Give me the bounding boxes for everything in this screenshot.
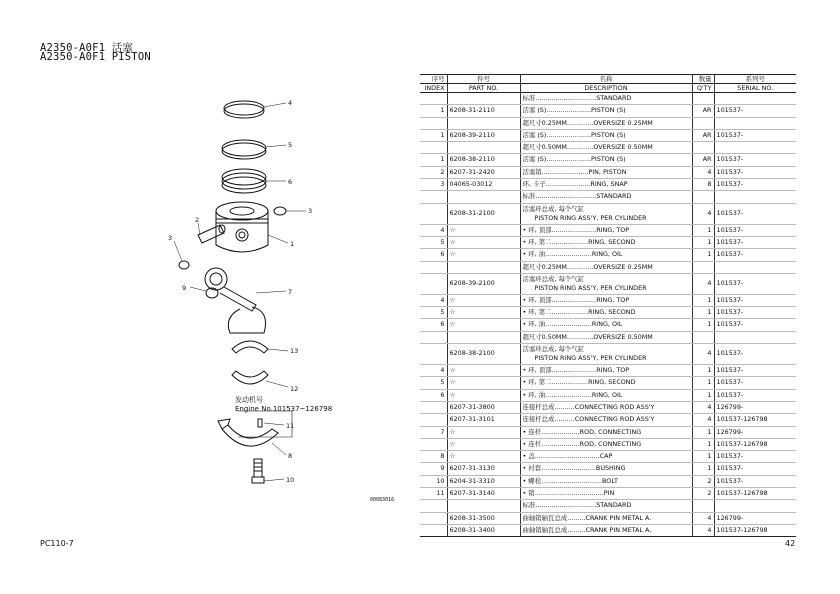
row-part-no: ☆	[447, 389, 520, 401]
table-row	[420, 500, 796, 512]
callout-13: 13	[290, 347, 299, 355]
table-row	[420, 249, 796, 261]
row-description	[520, 154, 692, 166]
row-index: 8	[420, 451, 447, 463]
table-row	[420, 426, 796, 438]
row-description-text: • 连杆...................ROD, CONNECTING	[522, 427, 642, 436]
row-description	[520, 93, 692, 105]
row-index	[420, 438, 447, 450]
row-description	[520, 105, 692, 117]
table-row	[420, 307, 796, 319]
row-index	[420, 142, 447, 154]
page-title-en: A2350-A0F1 PISTON	[40, 51, 151, 63]
row-index	[420, 93, 447, 105]
table-row	[420, 261, 796, 273]
row-serial: 126799-	[714, 401, 796, 413]
row-serial: 101537-	[714, 365, 796, 377]
row-description	[520, 512, 692, 524]
row-description	[520, 451, 692, 463]
row-description	[520, 117, 692, 129]
table-row	[420, 166, 796, 178]
table-row	[420, 451, 796, 463]
row-serial: 101537-	[714, 294, 796, 306]
table-row	[420, 191, 796, 203]
row-serial: 101537-	[714, 451, 796, 463]
callout-4: 4	[288, 99, 293, 107]
row-serial: 101537-	[714, 236, 796, 248]
callout-5: 5	[288, 141, 293, 149]
table-row	[420, 294, 796, 306]
row-description-text: 活塞环总成, 每个气缸	[522, 204, 585, 213]
table-row	[420, 365, 796, 377]
page-number: 42	[785, 539, 796, 548]
row-serial: 101537-	[714, 154, 796, 166]
table-row	[420, 389, 796, 401]
row-part-no: ☆	[447, 426, 520, 438]
row-index	[420, 203, 447, 224]
row-qty: 1	[692, 249, 714, 261]
row-description	[520, 319, 692, 331]
row-qty: 1	[692, 426, 714, 438]
row-description	[520, 294, 692, 306]
table-header-en	[420, 84, 796, 93]
row-qty: 1	[692, 463, 714, 475]
col-serial-en: SERIAL NO.	[714, 84, 796, 93]
engine-number-note	[235, 396, 332, 414]
table-row	[420, 203, 796, 224]
row-qty	[692, 331, 714, 343]
row-part-no: 6208-31-3500	[447, 512, 520, 524]
row-serial	[714, 142, 796, 154]
table-row	[420, 105, 796, 117]
row-description-text: 曲轴销轴瓦总成.........CRANK PIN METAL A.	[522, 525, 652, 534]
row-qty	[692, 191, 714, 203]
row-part-no	[447, 500, 520, 512]
row-description-text: 活塞销.......................PIN, PISTON	[522, 167, 627, 176]
row-serial: 101537-	[714, 273, 796, 294]
table-row	[420, 512, 796, 524]
row-index: 1	[420, 129, 447, 141]
table-header-cn	[420, 75, 796, 84]
row-description	[520, 179, 692, 191]
row-qty: 1	[692, 236, 714, 248]
row-description-text: • 环, 第二..................RING, SECOND	[522, 378, 636, 387]
row-serial: 101537-	[714, 344, 796, 365]
row-description-text: 连接杆总成..........CONNECTING ROD ASS'Y	[522, 402, 655, 411]
row-qty: AR	[692, 105, 714, 117]
row-part-no	[447, 93, 520, 105]
row-qty: 1	[692, 377, 714, 389]
row-description	[520, 414, 692, 426]
row-index	[420, 344, 447, 365]
row-index: 10	[420, 475, 447, 487]
cap-drawing	[218, 419, 278, 446]
ring-second-drawing	[222, 140, 266, 159]
row-qty: 1	[692, 365, 714, 377]
row-index: 6	[420, 249, 447, 261]
row-serial: 101537-	[714, 463, 796, 475]
table-row	[420, 377, 796, 389]
row-serial: 101537-126798	[714, 414, 796, 426]
row-description-text-en: PISTON RING ASS'Y, PER CYLINDER	[534, 213, 647, 222]
row-serial	[714, 93, 796, 105]
row-description-text: 活塞 (S)......................PISTON (S)	[522, 106, 626, 115]
row-description-text: 活塞 (S)......................PISTON (S)	[522, 155, 626, 164]
engine-label-cn: 发动机号	[235, 396, 263, 404]
row-description	[520, 273, 692, 294]
col-desc-en: DESCRIPTION	[520, 84, 692, 93]
row-part-no	[447, 191, 520, 203]
row-serial: 101537-	[714, 249, 796, 261]
row-part-no: 6207-31-3800	[447, 401, 520, 413]
row-description-text: • 环, 顶部......................RING, TOP	[522, 295, 630, 304]
row-description	[520, 203, 692, 224]
row-qty: 4	[692, 273, 714, 294]
row-part-no: 6207-31-2420	[447, 166, 520, 178]
row-serial: 101537-	[714, 224, 796, 236]
row-qty: 1	[692, 319, 714, 331]
row-part-no: 6204-31-3310	[447, 475, 520, 487]
row-index: 5	[420, 377, 447, 389]
row-qty: 2	[692, 488, 714, 500]
row-qty: 4	[692, 401, 714, 413]
table-row	[420, 273, 796, 294]
row-part-no	[447, 331, 520, 343]
row-description	[520, 129, 692, 141]
row-index: 1	[420, 105, 447, 117]
table-row	[420, 236, 796, 248]
model-label: PC110-7	[40, 539, 74, 548]
piston-drawing	[216, 202, 268, 252]
table-row	[420, 524, 796, 536]
row-serial	[714, 261, 796, 273]
table-row	[420, 401, 796, 413]
row-description-text: 标准..............................STANDARD	[522, 94, 632, 102]
row-index: 6	[420, 389, 447, 401]
row-qty: 4	[692, 524, 714, 536]
table-row	[420, 93, 796, 105]
row-serial	[714, 331, 796, 343]
row-description	[520, 261, 692, 273]
row-part-no: ☆	[447, 365, 520, 377]
row-description	[520, 377, 692, 389]
row-index: 5	[420, 307, 447, 319]
row-description-text: • 连杆...................ROD, CONNECTING	[522, 439, 642, 448]
row-index	[420, 191, 447, 203]
table-row	[420, 344, 796, 365]
row-serial: 101537-	[714, 203, 796, 224]
row-part-no: ☆	[447, 307, 520, 319]
callout-7: 7	[288, 288, 293, 296]
callout-8: 8	[288, 452, 293, 460]
ring-oil-drawing	[222, 169, 266, 193]
row-qty: AR	[692, 129, 714, 141]
row-serial	[714, 191, 796, 203]
row-serial	[714, 117, 796, 129]
row-qty	[692, 117, 714, 129]
row-serial: 101537-126798	[714, 524, 796, 536]
row-serial: 101537-	[714, 389, 796, 401]
row-index: 4	[420, 294, 447, 306]
row-description	[520, 401, 692, 413]
row-description-text: 标准..............................STANDARD	[522, 501, 632, 510]
table-row	[420, 331, 796, 343]
row-description-text: • 环, 顶部......................RING, TOP	[522, 366, 630, 375]
figure-number: 00083016	[370, 497, 395, 503]
row-qty	[692, 500, 714, 512]
row-index: 7	[420, 426, 447, 438]
bolt-drawing	[252, 459, 264, 483]
row-serial: 101537-	[714, 475, 796, 487]
row-index	[420, 512, 447, 524]
callout-3-left: 3	[168, 234, 173, 242]
row-description	[520, 224, 692, 236]
row-description-text: 超尺寸0.25MM.............OVERSIZE 0.25MM	[522, 262, 653, 271]
row-description-text: • 环, 油.......................RING, OIL	[522, 390, 623, 399]
row-description	[520, 331, 692, 343]
engine-label-en: Engine No.101537~126798	[235, 405, 333, 413]
piston-pin-drawing	[198, 225, 225, 243]
row-part-no: 04065-03012	[447, 179, 520, 191]
row-index: 4	[420, 224, 447, 236]
callout-3-right: 3	[308, 207, 313, 215]
col-desc-cn: 名称	[520, 75, 692, 84]
row-qty	[692, 142, 714, 154]
table-row	[420, 475, 796, 487]
row-index	[420, 331, 447, 343]
row-description	[520, 524, 692, 536]
row-qty	[692, 93, 714, 105]
row-qty: 4	[692, 414, 714, 426]
row-description-text: • 环, 油.......................RING, OIL	[522, 320, 623, 329]
parts-table	[420, 74, 796, 537]
table-row	[420, 154, 796, 166]
row-description	[520, 236, 692, 248]
row-description	[520, 166, 692, 178]
table-row	[420, 463, 796, 475]
row-description	[520, 438, 692, 450]
row-description	[520, 475, 692, 487]
callout-2: 2	[195, 216, 200, 224]
connecting-rod-drawing	[205, 268, 266, 333]
row-description-text: 超尺寸0.25MM.............OVERSIZE 0.25MM	[522, 118, 653, 127]
row-part-no: ☆	[447, 451, 520, 463]
row-part-no: 6207-31-3101	[447, 414, 520, 426]
row-part-no: 6208-38-2110	[447, 154, 520, 166]
row-index	[420, 500, 447, 512]
row-serial: 126799-	[714, 512, 796, 524]
row-part-no: ☆	[447, 294, 520, 306]
row-part-no: 6208-31-3400	[447, 524, 520, 536]
row-index: 9	[420, 463, 447, 475]
row-part-no: 6208-38-2100	[447, 344, 520, 365]
row-description	[520, 389, 692, 401]
row-description	[520, 463, 692, 475]
row-index: 3	[420, 179, 447, 191]
row-qty: 2	[692, 475, 714, 487]
row-part-no: ☆	[447, 224, 520, 236]
row-part-no: 6207-31-3130	[447, 463, 520, 475]
row-index	[420, 401, 447, 413]
row-serial: 101537-	[714, 179, 796, 191]
row-serial	[714, 500, 796, 512]
row-part-no	[447, 261, 520, 273]
row-part-no: ☆	[447, 319, 520, 331]
table-row	[420, 129, 796, 141]
row-index: 11	[420, 488, 447, 500]
row-description-text: 活塞环总成, 每个气缸	[522, 274, 585, 283]
row-index	[420, 414, 447, 426]
row-index	[420, 117, 447, 129]
table-row	[420, 319, 796, 331]
row-index: 6	[420, 319, 447, 331]
row-qty: 1	[692, 307, 714, 319]
row-description-text: 活塞 (S)......................PISTON (S)	[522, 130, 626, 139]
col-index-cn: 序号	[420, 75, 447, 84]
row-description-text: • 衬套...........................BUSHING	[522, 464, 626, 473]
row-description-text: • 盖................................CAP	[522, 452, 613, 461]
col-qty-cn: 数量	[692, 75, 714, 84]
row-qty: AR	[692, 154, 714, 166]
callout-9: 9	[182, 284, 187, 292]
row-description-text: 连接杆总成..........CONNECTING ROD ASS'Y	[522, 415, 655, 424]
ring-top-drawing	[224, 101, 264, 118]
row-description-text: • 环, 第二..................RING, SECOND	[522, 308, 636, 317]
table-row	[420, 142, 796, 154]
row-description-text: 超尺寸0.50MM.............OVERSIZE 0.50MM	[522, 143, 653, 152]
row-qty: 4	[692, 344, 714, 365]
row-qty: 1	[692, 294, 714, 306]
row-description-text: 标准..............................STANDARD	[522, 192, 632, 201]
row-description-text-en: PISTON RING ASS'Y, PER CYLINDER	[534, 354, 647, 363]
row-serial: 101537-126798	[714, 438, 796, 450]
table-row	[420, 117, 796, 129]
row-serial: 126799-	[714, 426, 796, 438]
row-description-text: • 销..................................PIN	[522, 489, 615, 498]
callout-11: 11	[286, 422, 295, 430]
row-qty: 1	[692, 438, 714, 450]
row-part-no: 6208-31-2100	[447, 203, 520, 224]
row-qty: 4	[692, 512, 714, 524]
col-serial-cn: 系列号	[714, 75, 796, 84]
row-part-no: 6208-39-2100	[447, 273, 520, 294]
row-serial: 101537-	[714, 307, 796, 319]
row-description-text: 环, 卡子......................RING, SNAP	[522, 180, 628, 189]
row-serial: 101537-	[714, 129, 796, 141]
row-description-text: • 环, 第二..................RING, SECOND	[522, 237, 636, 246]
col-part-cn: 件号	[447, 75, 520, 84]
row-qty: 8	[692, 179, 714, 191]
row-part-no: 6208-31-2110	[447, 105, 520, 117]
table-row	[420, 488, 796, 500]
row-serial: 101537-	[714, 105, 796, 117]
row-serial: 101537-	[714, 377, 796, 389]
table-row	[420, 179, 796, 191]
row-description	[520, 142, 692, 154]
callout-12: 12	[290, 385, 299, 393]
row-index	[420, 273, 447, 294]
row-qty: 1	[692, 224, 714, 236]
row-index	[420, 261, 447, 273]
row-part-no: ☆	[447, 377, 520, 389]
row-index: 1	[420, 154, 447, 166]
col-qty-en: Q'TY	[692, 84, 714, 93]
row-part-no: ☆	[447, 249, 520, 261]
page-title-cn: A2350-A0F1 活塞	[40, 42, 134, 54]
row-index: 4	[420, 365, 447, 377]
row-qty: 4	[692, 203, 714, 224]
row-description-text: • 环, 顶部......................RING, TOP	[522, 225, 630, 234]
row-qty: 1	[692, 451, 714, 463]
row-description-text: 活塞环总成, 每个气缸	[522, 345, 585, 354]
row-description	[520, 500, 692, 512]
row-description-text: 曲轴销轴瓦总成.........CRANK PIN METAL A.	[522, 513, 652, 522]
col-index-en: INDEX	[420, 84, 447, 93]
row-description	[520, 249, 692, 261]
row-qty: 1	[692, 389, 714, 401]
col-part-en: PART NO.	[447, 84, 520, 93]
row-description-text: 超尺寸0.50MM.............OVERSIZE 0.50MM	[522, 332, 653, 341]
row-qty	[692, 261, 714, 273]
row-part-no: 6207-31-3140	[447, 488, 520, 500]
table-row	[420, 438, 796, 450]
callout-6: 6	[288, 178, 293, 186]
row-description	[520, 426, 692, 438]
row-part-no	[447, 117, 520, 129]
row-description-text-en: PISTON RING ASS'Y, PER CYLINDER	[534, 283, 647, 292]
table-row	[420, 414, 796, 426]
table-row	[420, 224, 796, 236]
row-part-no: 6208-39-2110	[447, 129, 520, 141]
row-part-no: ☆	[447, 438, 520, 450]
row-index: 2	[420, 166, 447, 178]
piston-exploded-diagram	[160, 95, 400, 515]
row-description	[520, 488, 692, 500]
row-part-no: ☆	[447, 236, 520, 248]
callout-1: 1	[290, 240, 295, 248]
row-serial: 101537-	[714, 319, 796, 331]
row-index	[420, 524, 447, 536]
row-description	[520, 365, 692, 377]
row-serial: 101537-126798	[714, 488, 796, 500]
row-description	[520, 191, 692, 203]
row-qty: 4	[692, 166, 714, 178]
row-serial: 101537-	[714, 166, 796, 178]
row-description	[520, 344, 692, 365]
row-part-no	[447, 142, 520, 154]
row-description-text: • 环, 油.......................RING, OIL	[522, 250, 623, 259]
row-description	[520, 307, 692, 319]
row-index: 5	[420, 236, 447, 248]
row-description-text: • 螺栓..............................BOLT	[522, 476, 618, 485]
callout-10: 10	[286, 476, 295, 484]
